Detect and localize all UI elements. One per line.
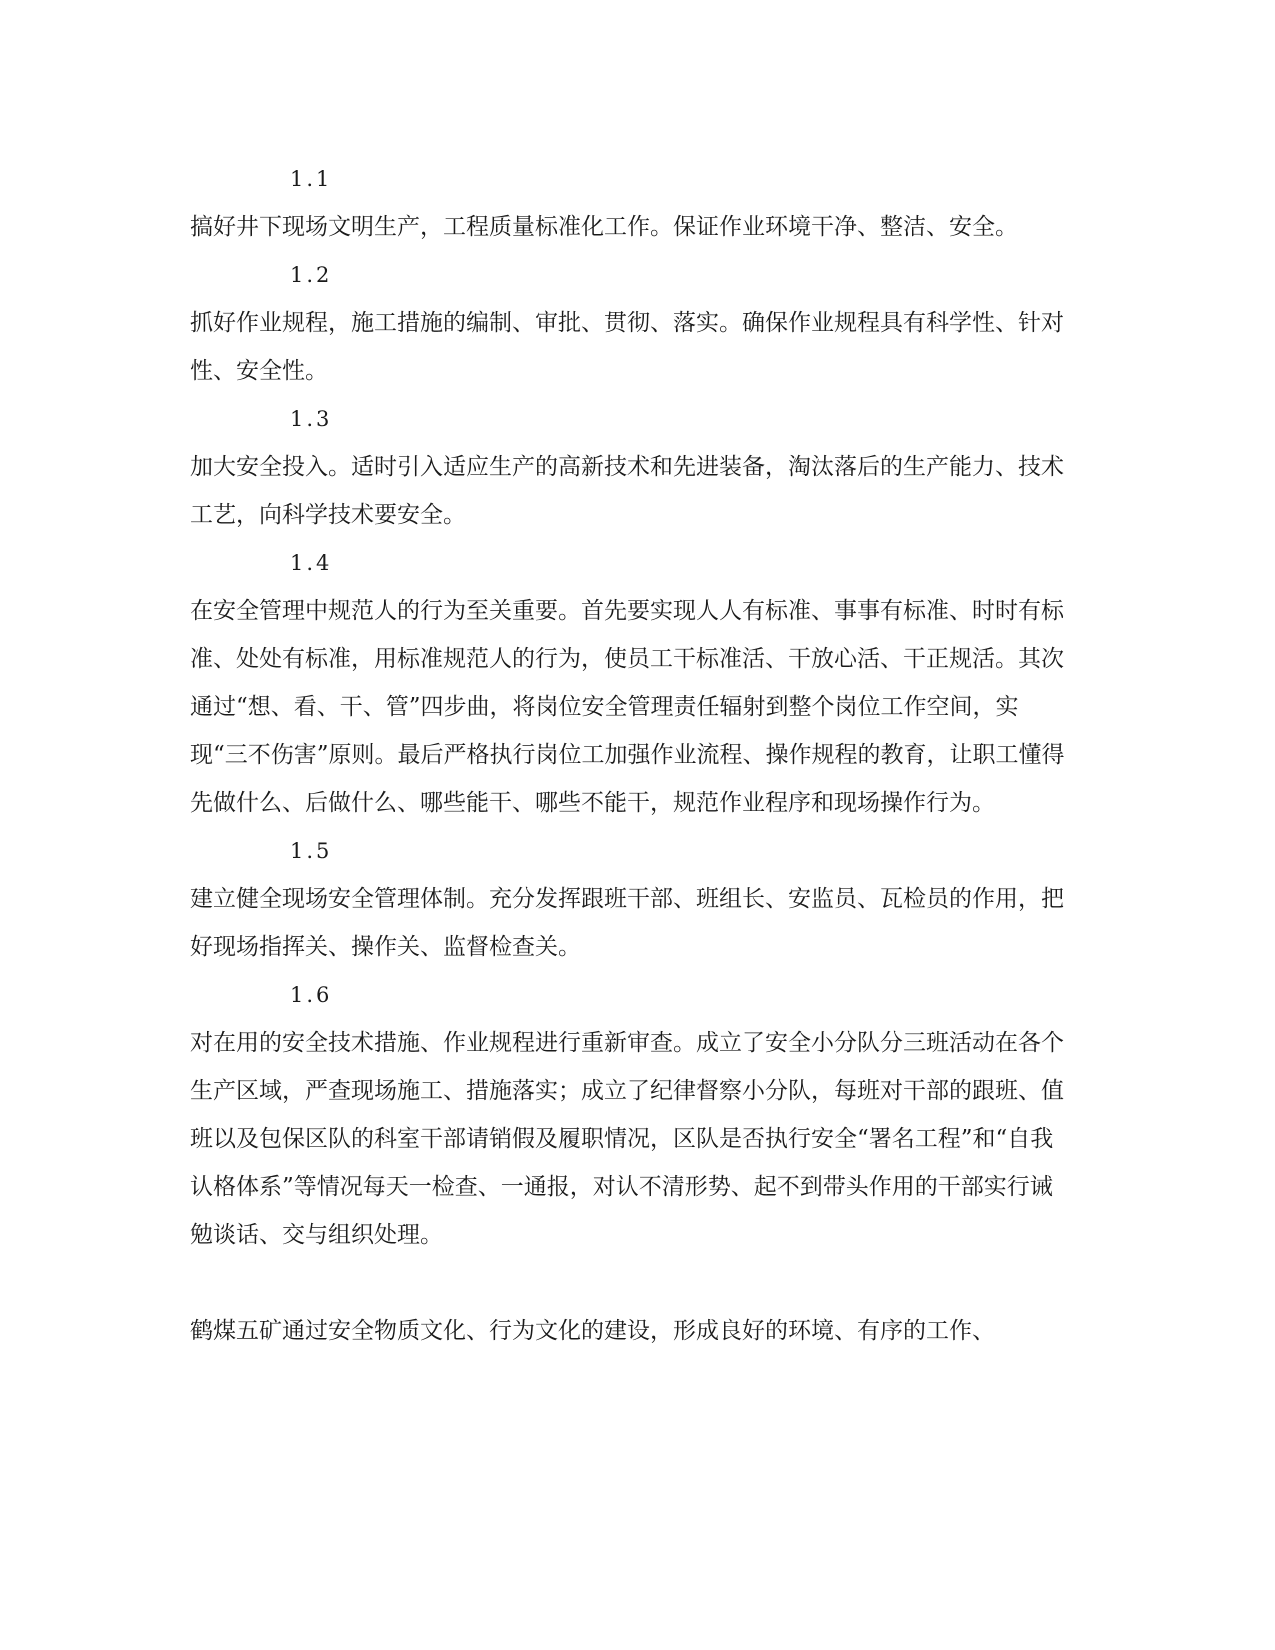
- section-number: 1.3: [290, 407, 333, 431]
- section-number: 1.6: [290, 983, 333, 1007]
- section-paragraph: 在安全管理中规范人的行为至关重要。首先要实现人人有标准、事事有标准、时时有标准、处处有标准，用标准规范人的行为，使员工干标准活、干放心活、干正规活。其次通过“想、看、干、管”四步曲，将岗位安全管理责任辐射到整个岗位工作空间，实现“三不伤害”原则。最后严格执行岗位工加强作业流程、操作规程的教育，让职工懂得先做什么、后做什么、哪些能干、哪些不能干，规范作业程序和现场操作行为。: [190, 598, 1065, 816]
- section-paragraph: 搞好井下现场文明生产，工程质量标准化工作。保证作业环境干净、整洁、安全。: [190, 214, 1018, 240]
- document-body: [190, 155, 1070, 1355]
- paragraph-spacer: [190, 1259, 1070, 1307]
- section-number: 1.2: [290, 263, 333, 287]
- closing-paragraph: 鹤煤五矿通过安全物质文化、行为文化的建设，形成良好的环境、有序的工作、: [190, 1318, 995, 1344]
- section-number: 1.5: [290, 839, 333, 863]
- section-paragraph: 对在用的安全技术措施、作业规程进行重新审查。成立了安全小分队分三班活动在各个生产区域，严查现场施工、措施落实；成立了纪律督察小分队，每班对干部的跟班、值班以及包保区队的科室干部请销假及履职情况，区队是否执行安全“署名工程”和“自我认格体系”等情况每天一检查、一通报，对认不清形势、起不到带头作用的干部实行诫勉谈话、交与组织处理。: [190, 1030, 1064, 1248]
- section-paragraph: 抓好作业规程，施工措施的编制、审批、贯彻、落实。确保作业规程具有科学性、针对性、安全性。: [190, 310, 1064, 384]
- section-paragraph: 加大安全投入。适时引入适应生产的高新技术和先进装备，淘汰落后的生产能力、技术工艺，向科学技术要安全。: [190, 454, 1064, 528]
- section-paragraph: 建立健全现场安全管理体制。充分发挥跟班干部、班组长、安监员、瓦检员的作用，把好现场指挥关、操作关、监督检查关。: [190, 886, 1064, 960]
- section-number: 1.1: [290, 167, 333, 191]
- section-number: 1.4: [290, 551, 333, 575]
